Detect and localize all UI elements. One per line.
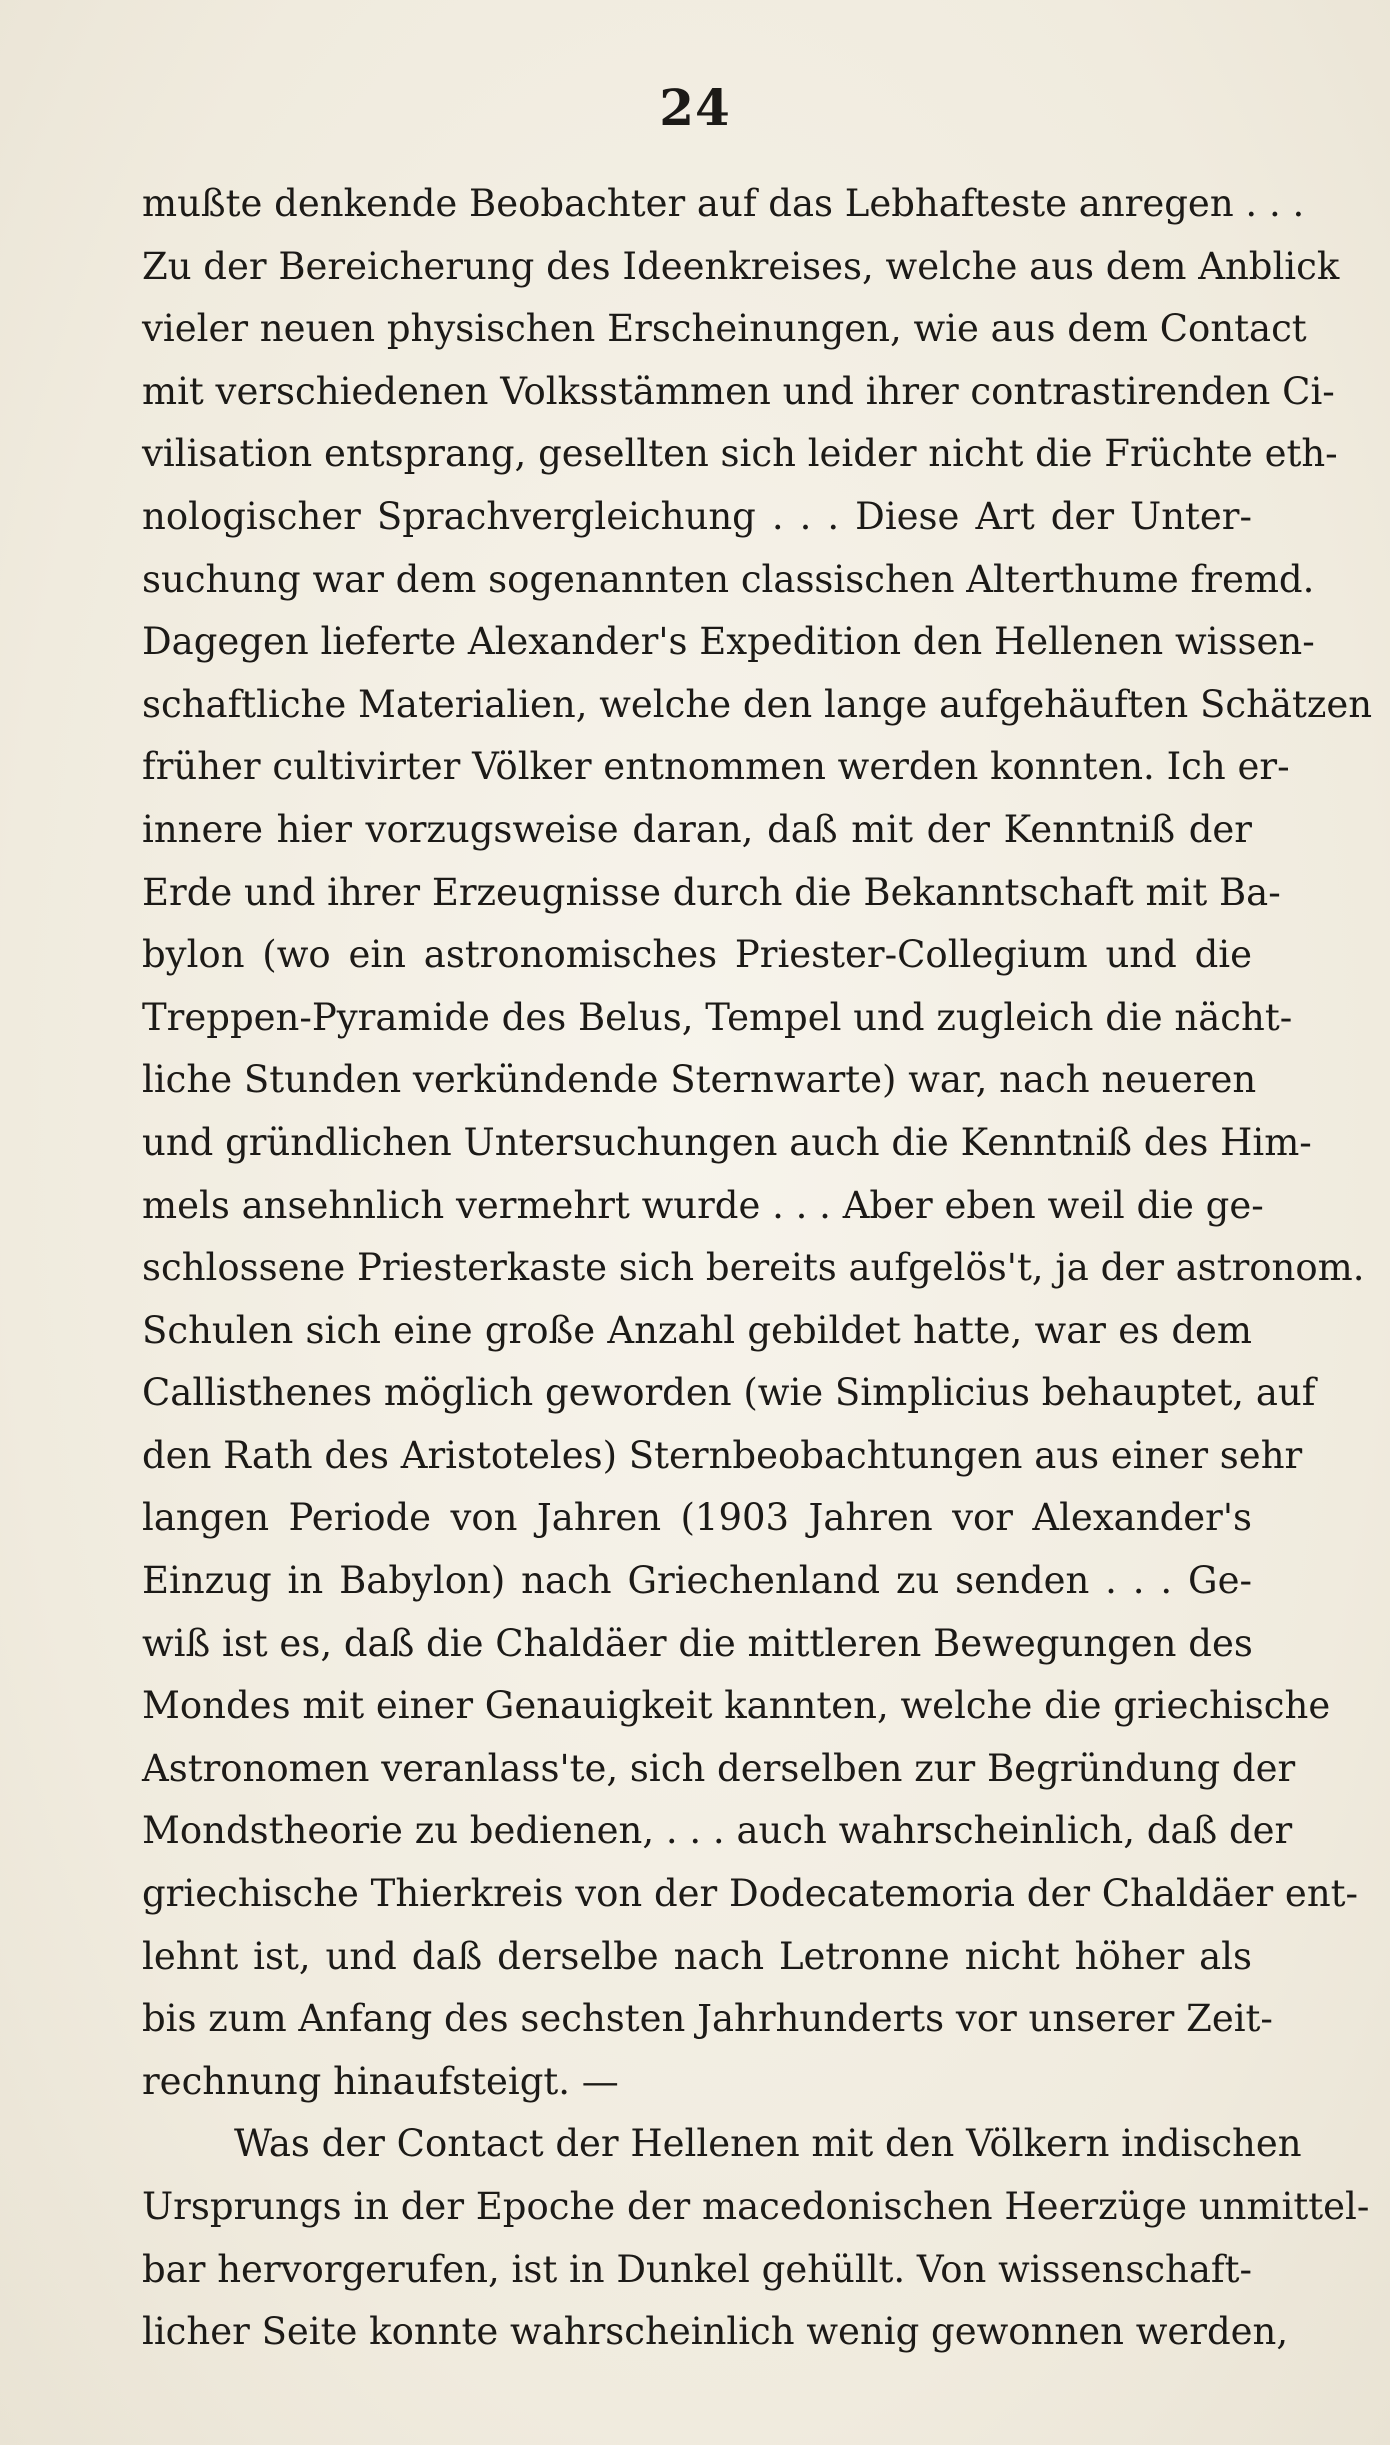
text-line: schaftliche Materialien, welche den lange aufgehäuften Schätzen (142, 682, 1373, 726)
text-line: früher cultivirter Völker entnommen werden konnten. Ich er- (142, 745, 1290, 789)
text-line: Schulen sich eine große Anzahl gebildet hatte, war es dem (142, 1308, 1252, 1352)
text-line: rechnung hinaufsteigt. — (142, 2059, 619, 2103)
text-line: vieler neuen physischen Erscheinungen, wie aus dem Contact (142, 307, 1307, 351)
text-line: wiß ist es, daß die Chaldäer die mittleren Bewegungen des (142, 1621, 1253, 1665)
text-line: Treppen-Pyramide des Belus, Tempel und zugleich die nächt- (142, 995, 1293, 1039)
text-line: lehnt ist, und daß derselbe nach Letronne nicht höher als (142, 1934, 1252, 1978)
text-line: Erde und ihrer Erzeugnisse durch die Bekanntschaft mit Ba- (142, 870, 1281, 914)
text-line: und gründlichen Untersuchungen auch die Kenntniß des Him- (142, 1120, 1312, 1164)
text-line: mit verschiedenen Volksstämmen und ihrer contrastirenden Ci- (142, 369, 1335, 413)
text-line: Astronomen veranlass'te, sich derselben zur Begründung der (142, 1746, 1296, 1790)
text-line: Einzug in Babylon) nach Griechenland zu senden . . . Ge- (142, 1559, 1252, 1603)
text-line: Was der Contact der Hellenen mit den Völkern indischen (234, 2122, 1302, 2166)
body-text (142, 173, 1373, 2364)
text-line: licher Seite konnte wahrscheinlich wenig gewonnen werden, (142, 2310, 1289, 2354)
text-line: mußte denkende Beobachter auf das Lebhafteste anregen . . . (142, 182, 1305, 225)
text-line: Mondes mit einer Genauigkeit kannten, welche die griechische (142, 1684, 1331, 1728)
text-line: bylon (wo ein astronomisches Priester-Collegium und die (142, 933, 1252, 977)
text-line: Ursprungs in der Epoche der macedonischen Heerzüge unmittel- (142, 2185, 1370, 2228)
text-line: innere hier vorzugsweise daran, daß mit der Kenntniß der (142, 807, 1252, 851)
text-line: suchung war dem sogenannten classischen Alterthume fremd. (142, 557, 1315, 601)
text-line: mels ansehnlich vermehrt wurde . . . Aber eben weil die ge- (142, 1183, 1264, 1227)
text-line: griechische Thierkreis von der Dodecatemoria der Chaldäer ent- (142, 1872, 1359, 1916)
page-number: 24 (659, 78, 731, 137)
text-line: Callisthenes möglich geworden (wie Simplicius behauptet, auf (142, 1371, 1316, 1415)
text-line: vilisation entsprang, gesellten sich leider nicht die Früchte eth- (142, 432, 1338, 476)
text-line: Mondstheorie zu bedienen, . . . auch wahrscheinlich, daß der (142, 1809, 1293, 1853)
text-line: nologischer Sprachvergleichung . . . Diese Art der Unter- (142, 494, 1252, 538)
text-line: bar hervorgerufen, ist in Dunkel gehüllt. Von wissenschaft- (142, 2247, 1252, 2291)
text-line: Dagegen lieferte Alexander's Expedition den Hellenen wissen- (142, 620, 1315, 664)
text-line: Zu der Bereicherung des Ideenkreises, welche aus dem Anblick (142, 244, 1340, 288)
text-line: schlossene Priesterkaste sich bereits aufgelös't, ja der astronom. (142, 1246, 1365, 1290)
text-line: langen Periode von Jahren (1903 Jahren vor Alexander's (142, 1496, 1252, 1540)
text-line: bis zum Anfang des sechsten Jahrhunderts vor unserer Zeit- (142, 1997, 1273, 2041)
text-line: den Rath des Aristoteles) Sternbeobachtungen aus einer sehr (142, 1433, 1303, 1477)
text-line: liche Stunden verkündende Sternwarte) war, nach neueren (142, 1058, 1257, 1102)
